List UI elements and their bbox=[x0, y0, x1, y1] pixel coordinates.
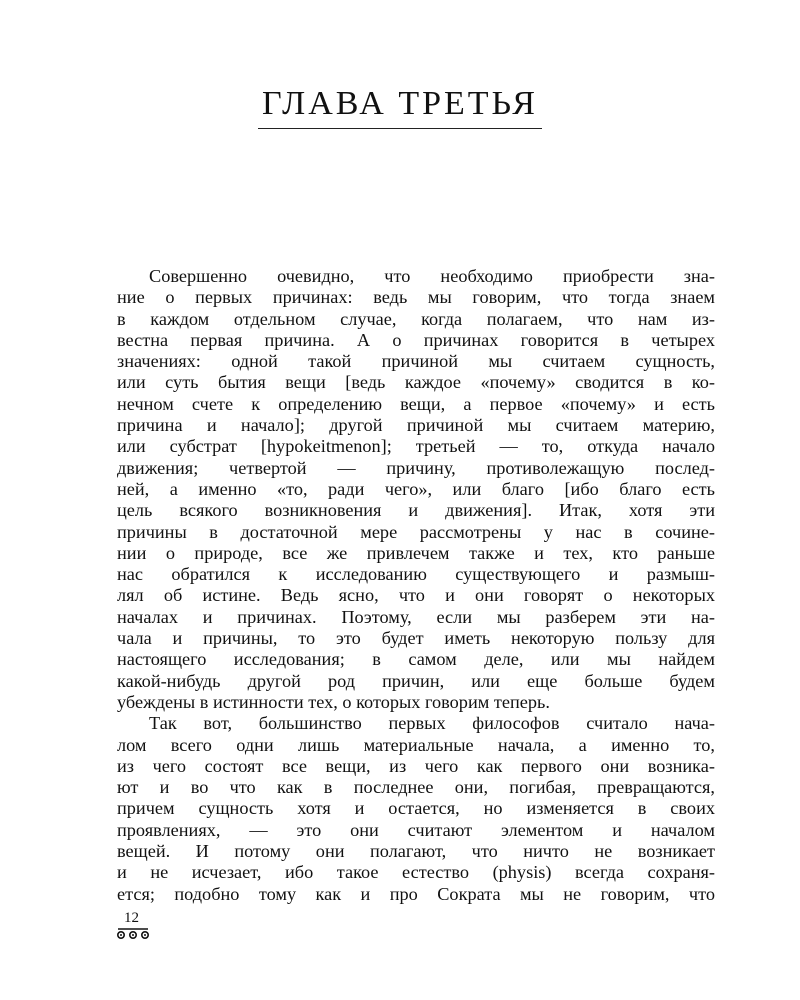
text-line: нечном счете к определению вещи, а первое «почему» и есть bbox=[117, 393, 715, 414]
text-line: лом всего одни лишь материальные начала, а именно то, bbox=[117, 734, 715, 755]
text-line: или субстрат [hypokeitmenon]; третьей — то, откуда начало bbox=[117, 436, 715, 457]
text-line: или суть бытия вещи [ведь каждое «почему» сводится в ко- bbox=[117, 372, 715, 393]
text-line: цель всякого возникновения и движения]. Итак, хотя эти bbox=[117, 500, 715, 521]
text-line: значениях: одной такой причиной мы считаем сущность, bbox=[117, 351, 715, 372]
text-line: настоящего исследования; в самом деле, или мы найдем bbox=[117, 649, 715, 670]
text-line: чала и причины, то это будет иметь некоторую пользу для bbox=[117, 628, 715, 649]
text-line: причина и начало]; другой причиной мы считаем материю, bbox=[117, 415, 715, 436]
chapter-title: ГЛАВА ТРЕТЬЯ bbox=[258, 84, 542, 129]
chapter-body bbox=[117, 266, 715, 905]
text-line: нас обратился к исследованию существующего и размыш- bbox=[117, 564, 715, 585]
text-line: началах и причинах. Поэтому, если мы разберем эти на- bbox=[117, 606, 715, 627]
text-line: в каждом отдельном случае, когда полагаем, что нам из- bbox=[117, 308, 715, 329]
page-number: 12 bbox=[124, 910, 139, 926]
text-line: нии о природе, все же привлечем также и тех, кто раньше bbox=[117, 542, 715, 563]
text-line: вестна первая причина. А о причинах говорится в четырех bbox=[117, 329, 715, 350]
text-line: причем сущность хотя и остается, но изменяется в своих bbox=[117, 798, 715, 819]
text-line: ют и во что как в последнее они, погибая, превращаются, bbox=[117, 777, 715, 798]
text-line: проявлениях, — это они считают элементом и началом bbox=[117, 819, 715, 840]
scroll-ornament-icon bbox=[116, 926, 150, 940]
text-line: Совершенно очевидно, что необходимо приобрести зна- bbox=[149, 266, 715, 286]
text-line: из чего состоят все вещи, из чего как первого они возника- bbox=[117, 755, 715, 776]
text-line: ется; подобно тому как и про Сократа мы не говорим, что bbox=[117, 883, 715, 904]
text-line: какой-нибудь другой род причин, или еще больше будем bbox=[117, 670, 715, 691]
text-line: лял об истине. Ведь ясно, что и они говорят о некоторых bbox=[117, 585, 715, 606]
text-line: причины в достаточной мере рассмотрены у нас в сочине- bbox=[117, 521, 715, 542]
chapter-heading bbox=[0, 84, 800, 129]
text-line: и не исчезает, ибо такое естество (physis) всегда сохраня- bbox=[117, 862, 715, 883]
text-line: вещей. И потому они полагают, что ничто не возникает bbox=[117, 841, 715, 862]
text-line: ние о первых причинах: ведь мы говорим, что тогда знаем bbox=[117, 287, 715, 308]
text-line: Так вот, большинство первых философов считало нача- bbox=[149, 713, 715, 734]
text-line: движения; четвертой — причину, противолежащую послед- bbox=[117, 457, 715, 478]
text-line: ней, а именно «то, ради чего», или благо [ибо благо есть bbox=[117, 478, 715, 499]
text-line: убеждены в истинности тех, о которых говорим теперь. bbox=[117, 691, 550, 712]
